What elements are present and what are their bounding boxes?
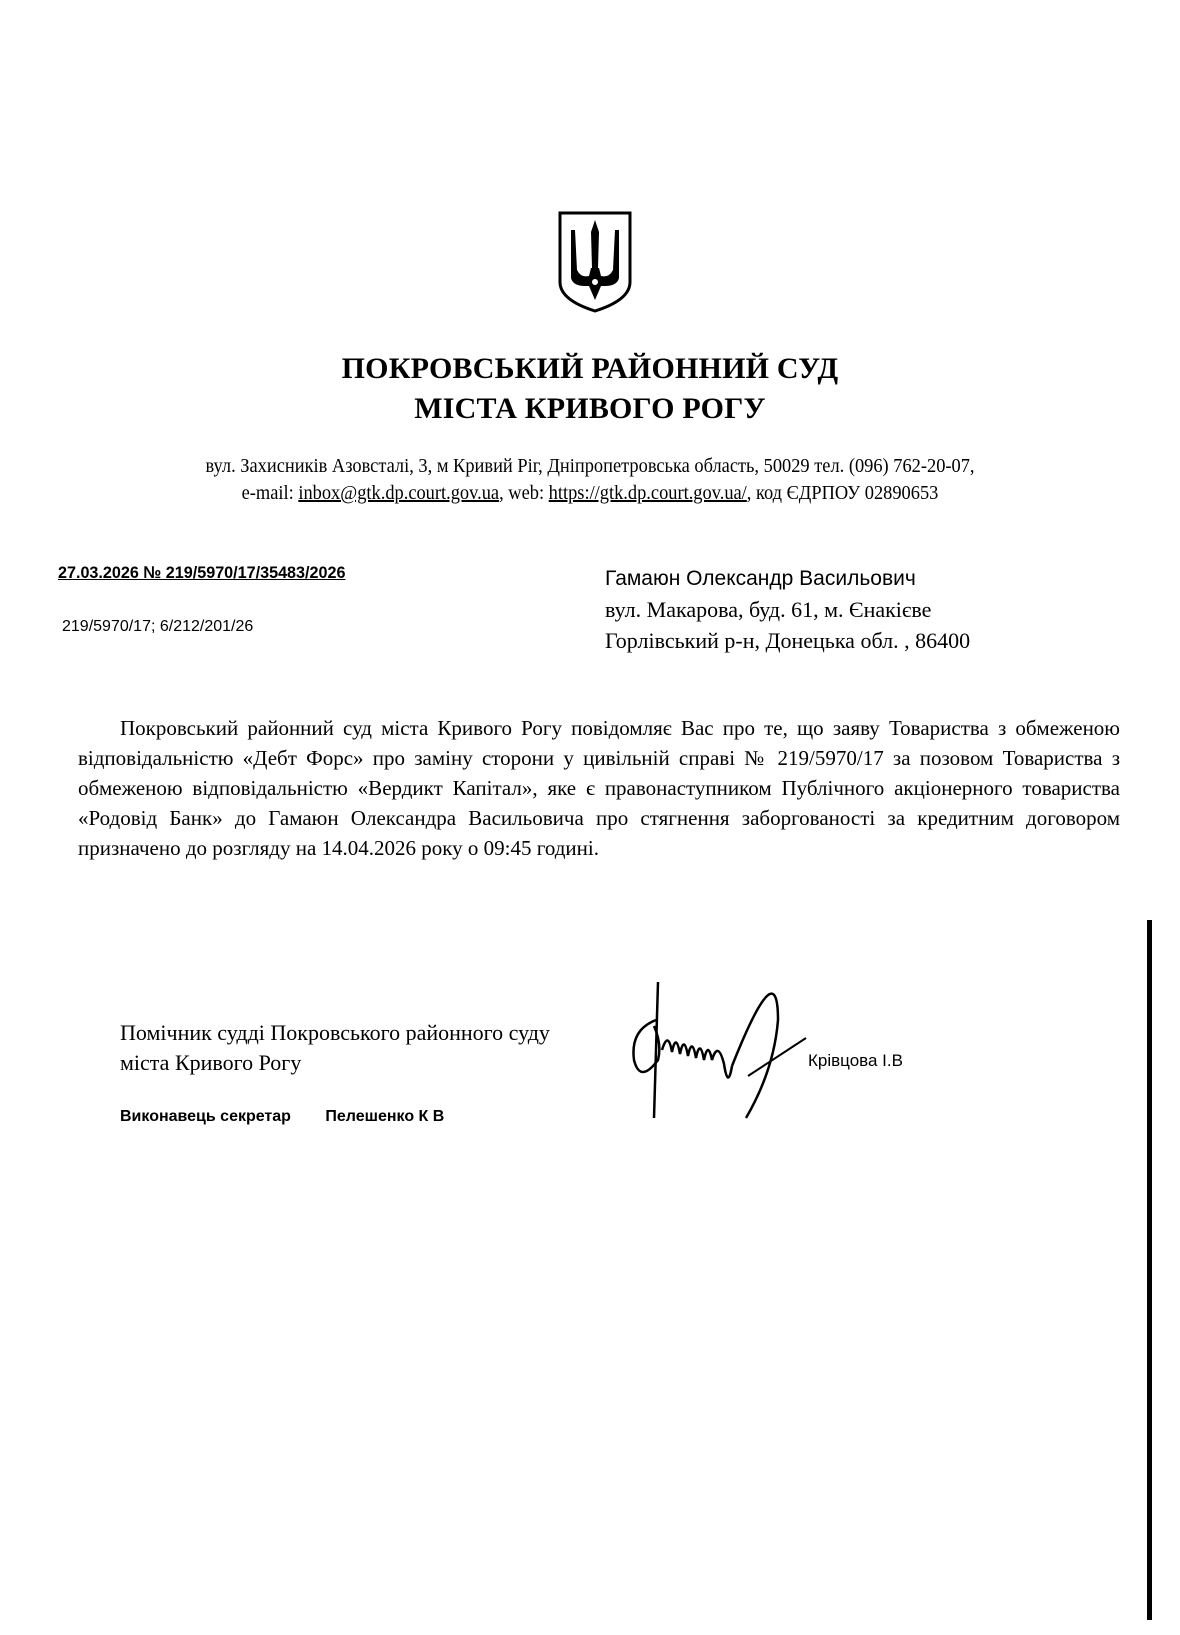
notice-body: Покровський районний суд міста Кривого Рогу повідомляє Вас про те, що заяву Товариства з обмеженою відповідальністю «Дебт Форс» про заміну сторони у цивільній справі № 219/5970/17 за позовом Товариства з обмеженою відповідальністю «Вердикт Капітал», яке є правонаступником Публічного акціонерного товариства «Родовід Банк» до Гамаюн Олександра Васильовича про стягнення заборгованості за кредитним договором призначено до розгляду на 14.04.2026 року о 09:45 годині. [78,716,1120,860]
recipient-name: Гамаюн Олександр Васильович [605,567,916,590]
handwritten-signature-icon [628,980,818,1120]
trident-coat-of-arms-icon [557,210,633,314]
signer-position [120,1018,550,1078]
signer-position-line1: Помічник судді Покровського районного суду [120,1020,550,1045]
recipient-block [605,563,970,656]
case-references: 219/5970/17; 6/212/201/26 [62,618,254,635]
signer-position-line2: міста Кривого Рогу [120,1050,302,1075]
edrpou-code: , код ЄДРПОУ 02890653 [746,482,939,504]
email-label: e-mail: [241,482,299,504]
court-contacts [47,482,1133,505]
court-address: вул. Захисників Азовсталі, 3, м Кривий Ріг, Дніпропетровська область, 50029 тел. (096) 762-20-07, [205,455,975,477]
scan-edge-line [1147,920,1152,1620]
web-label: , web: [499,482,549,504]
outgoing-number: 27.03.2026 № 219/5970/17/35483/2026 [58,563,346,582]
email-link[interactable]: inbox@gtk.dp.court.gov.ua [298,482,500,504]
executor-label: Виконавець секретар [120,1108,291,1125]
executor-line [120,1108,474,1126]
court-name-line1: ПОКРОВСЬКИЙ РАЙОННИЙ СУД [341,352,839,385]
recipient-address-line1: вул. Макарова, буд. 61, м. Єнакієве [605,597,932,622]
signer-name: Крівцова І.В [808,1051,903,1070]
court-name-line2: МІСТА КРИВОГО РОГУ [414,392,766,425]
recipient-address-line2: Горлівський р-н, Донецька обл. , 86400 [605,628,971,653]
website-link[interactable]: https://gtk.dp.court.gov.ua/ [548,482,747,504]
executor-name: Пелешенко К В [325,1108,445,1125]
